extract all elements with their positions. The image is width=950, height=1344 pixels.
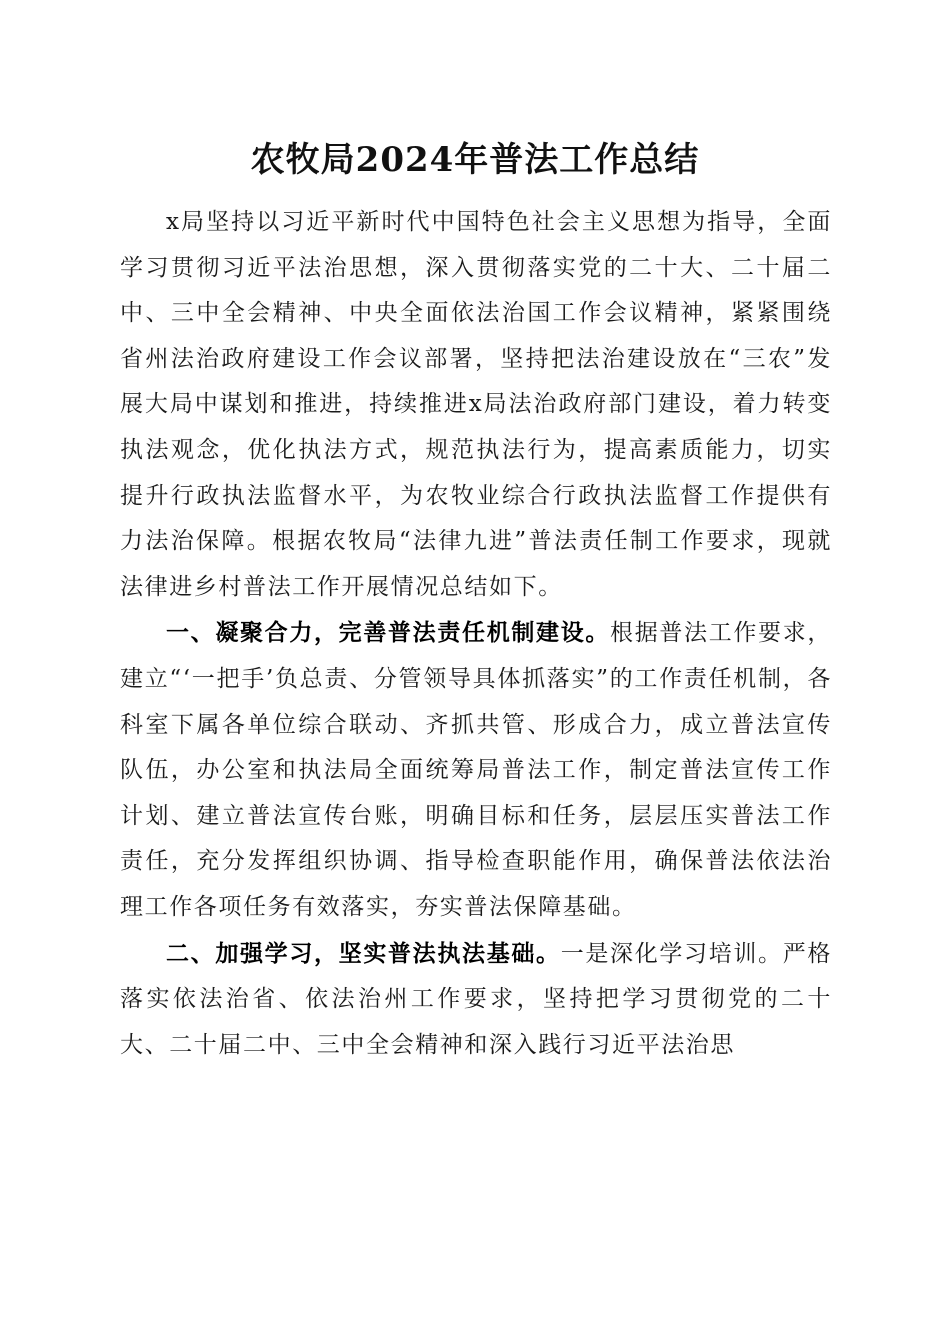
paragraph-section-1: [120, 610, 832, 930]
section-2-heading: 二、加强学习，坚实普法执法基础。: [166, 939, 561, 967]
paragraph-section-2: [120, 931, 832, 1069]
document-title: 农牧局2024年普法工作总结: [250, 140, 700, 180]
paragraph-intro-text: x局坚持以习近平新时代中国特色社会主义思想为指导，全面学习贯彻习近平法治思想，深入贯彻落实党的二十大、二十届二中、三中全会精神、中央全面依法治国工作会议精神，紧紧围绕省州法治政府建设工作会议部署，坚持把法治建设放在“三农”发展大局中谋划和推进，持续推进x局法治政府部门建设，着力转变执法观念，优化执法方式，规范执法行为，提高素质能力，切实提升行政执法监督水平，为农牧业综合行政执法监督工作提供有力法治保障。根据农牧局“法律九进”普法责任制工作要求，现就法律进乡村普法工作开展情况总结如下。: [120, 209, 832, 600]
paragraph-intro: [120, 200, 832, 610]
document-body: [120, 200, 832, 1068]
section-1-heading: 一、凝聚合力，完善普法责任机制建设。: [166, 619, 611, 647]
section-1-text: 根据普法工作要求，建立“‘一把手’负总责、分管领导具体抓落实”的工作责任机制，各科室下属各单位综合联动、齐抓共管、形成合力，成立普法宣传队伍，办公室和执法局全面统筹局普法工作，制定普法宣传工作计划、建立普法宣传台账，明确目标和任务，层层压实普法工作责任，充分发挥组织协调、指导检查职能作用，确保普法依法治理工作各项任务有效落实，夯实普法保障基础。: [120, 620, 832, 920]
section-2-text: 一是深化学习培训。严格落实依法治省、依法治州工作要求，坚持把学习贯彻党的二十大、二十届二中、三中全会精神和深入践行习近平法治思: [120, 940, 832, 1058]
